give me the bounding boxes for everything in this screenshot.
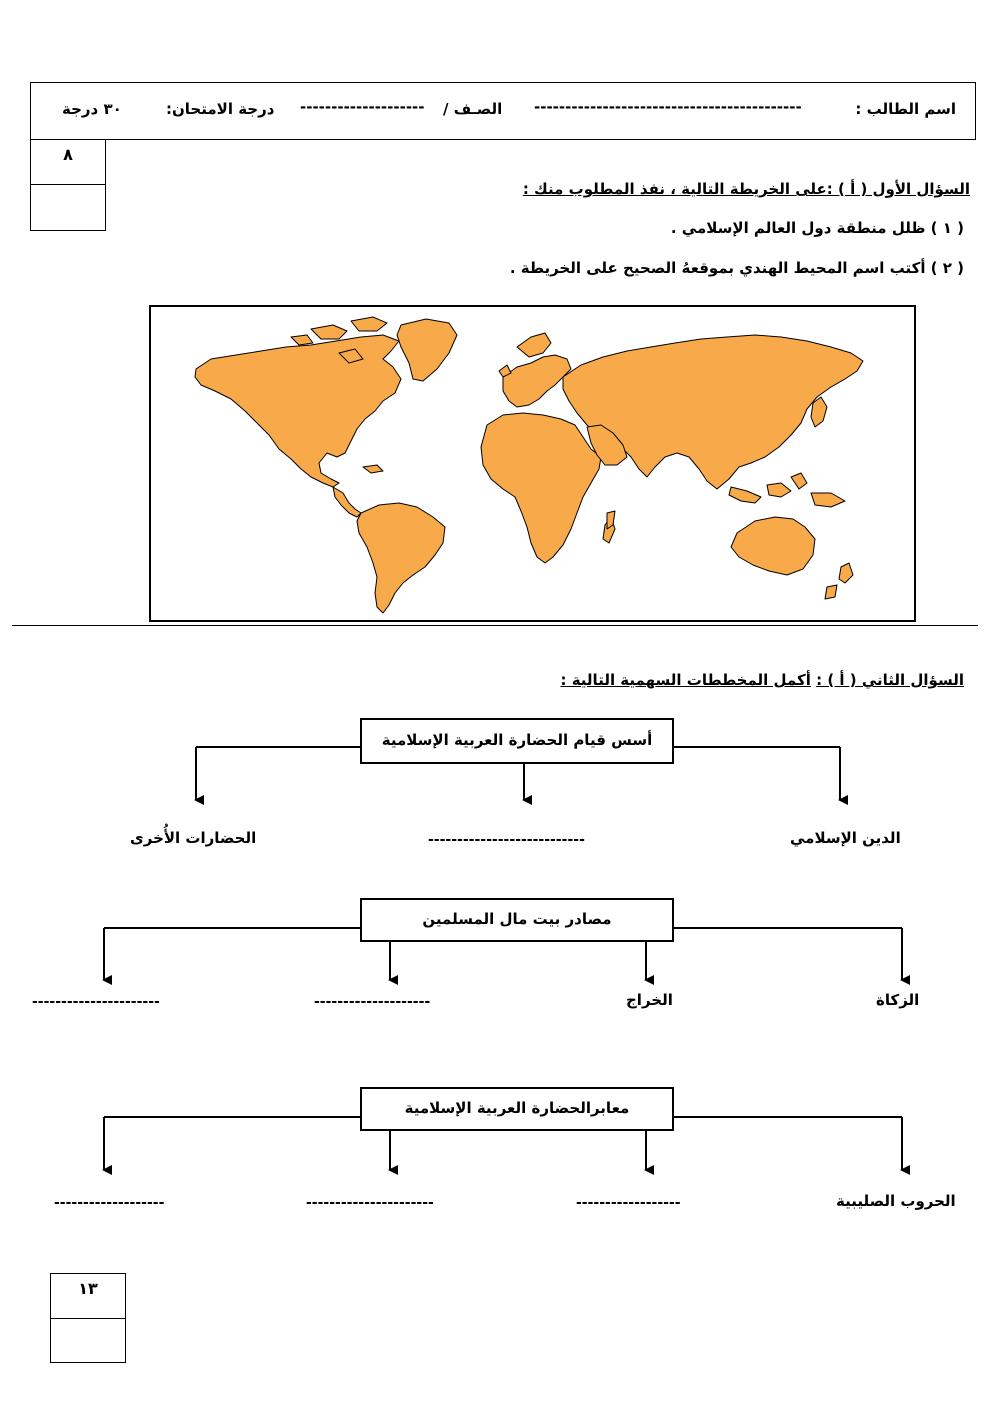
class-field[interactable]: -------------------- <box>300 98 425 116</box>
question2-title-rest: أكمل المخططات السهمية التالية : <box>560 671 811 689</box>
diagram1-node-3: الحضارات الأُخرى <box>130 829 257 847</box>
diagram3-node-4-blank[interactable]: ------------------- <box>54 1195 165 1211</box>
question2-max-score: ١٣ <box>51 1274 125 1319</box>
question1-item-2: ( ٢ ) أكتب اسم المحيط الهندي بموقعهُ الصحيح على الخريطة . <box>509 259 964 277</box>
question1-title-rest: على الخريطة التالية ، نفذ المطلوب منك : <box>522 180 827 198</box>
question1-max-score: ٨ <box>31 140 105 185</box>
student-name-label: اسم الطالب : <box>855 100 956 118</box>
question2-title-prefix: السؤال الثاني ( أ ) : <box>816 671 964 689</box>
exam-grade-value: ٣٠ درجة <box>62 100 122 118</box>
question1-title-prefix: السؤال الأول ( أ ) : <box>826 180 970 198</box>
diagram2-node-2: الخراج <box>626 991 673 1009</box>
diagram2-node-4-blank[interactable]: ---------------------- <box>32 994 160 1010</box>
diagram3-title-box: معابرالحضارة العربية الإسلامية <box>360 1087 674 1131</box>
diagram1-node-2-blank[interactable]: --------------------------- <box>428 832 585 848</box>
diagram2-title-box: مصادر بيت مال المسلمين <box>360 898 674 942</box>
student-name-field[interactable]: ------------------------------------------- <box>534 98 802 116</box>
diagram2-node-3-blank[interactable]: -------------------- <box>314 994 431 1010</box>
question1-item-1: ( ١ ) ظلل منطقة دول العالم الإسلامي . <box>670 219 964 237</box>
diagram3-node-3-blank[interactable]: ---------------------- <box>306 1195 434 1211</box>
diagram3-node-1: الحروب الصليبية <box>836 1192 956 1210</box>
class-label: الصـف / <box>443 100 503 118</box>
diagram1-node-1: الدين الإسلامي <box>790 829 901 847</box>
diagram3-node-2-blank[interactable]: ------------------ <box>576 1195 681 1211</box>
question2-score-box <box>50 1273 126 1363</box>
exam-grade-label: درجة الامتحان: <box>166 100 275 118</box>
diagram2-node-1: الزكاة <box>876 991 920 1009</box>
diagram1-title-box: أسس قيام الحضارة العربية الإسلامية <box>360 718 674 764</box>
